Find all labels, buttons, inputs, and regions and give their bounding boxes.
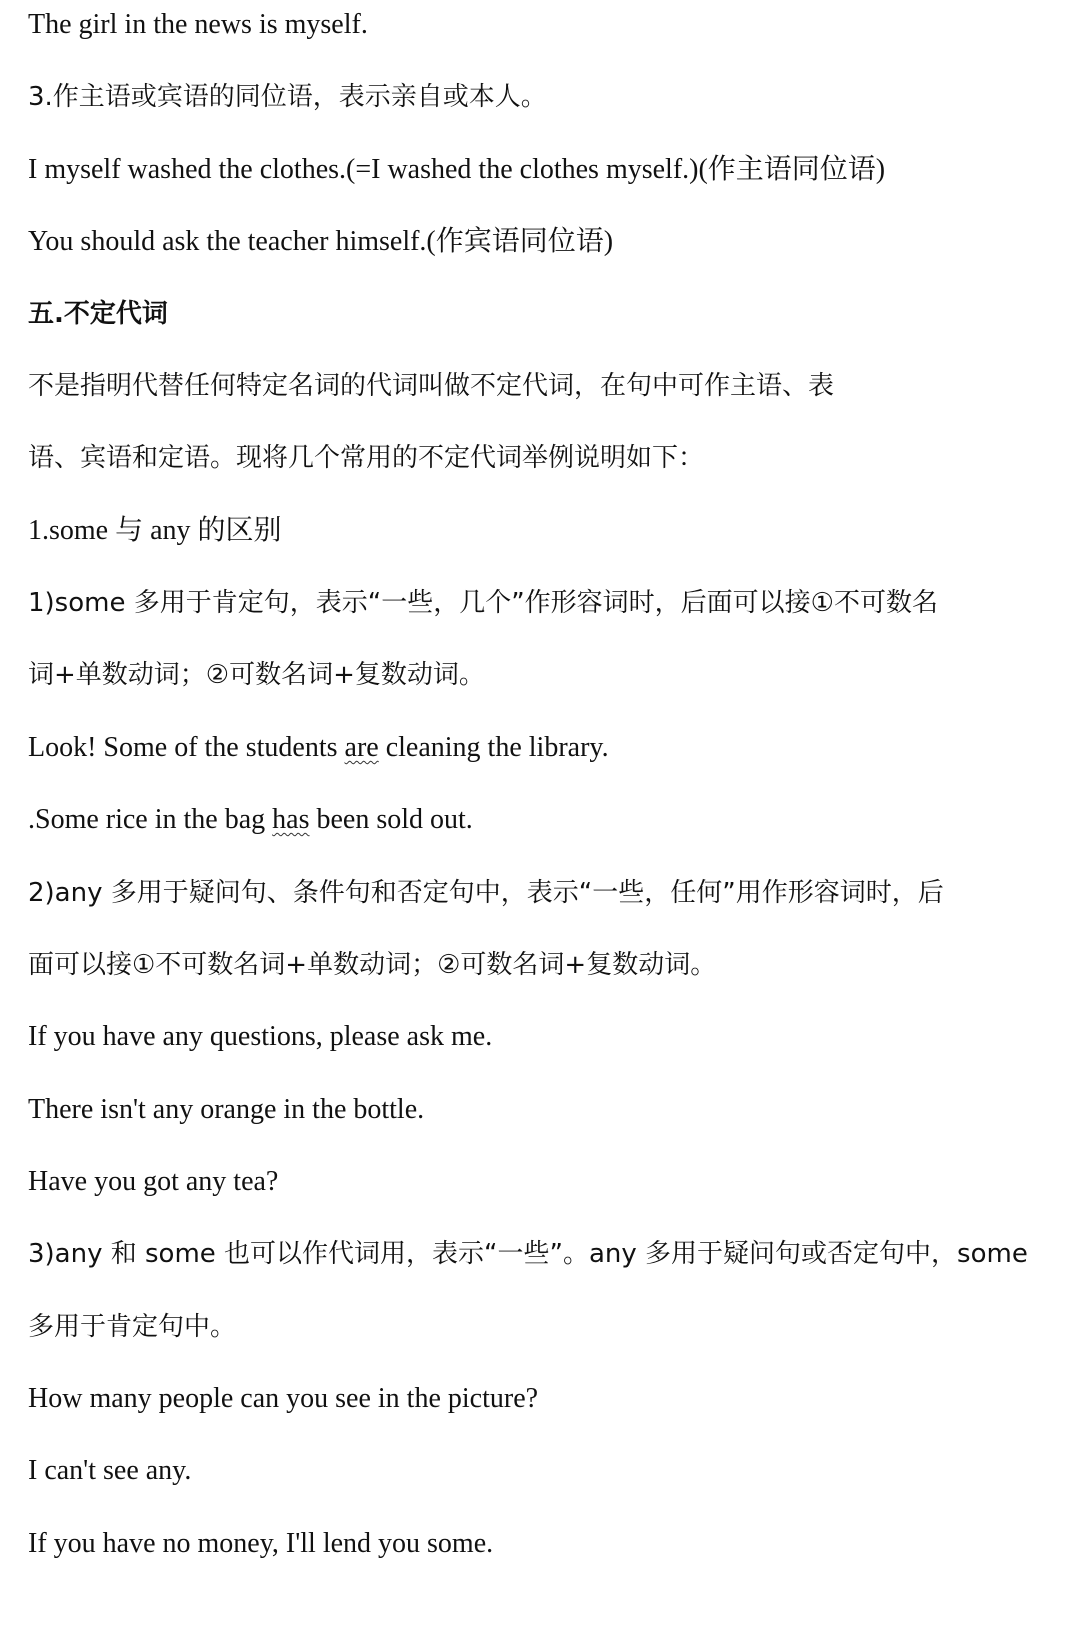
section-heading: 五.不定代词	[28, 299, 168, 329]
example-sentence: If you have any questions, please ask me.	[28, 1021, 493, 1052]
sentence-part: cleaning the library.	[378, 732, 609, 763]
underlined-verb: are	[344, 732, 379, 763]
paragraph-line: 不是指明代替任何特定名词的代词叫做不定代词，在句中可作主语、表	[28, 371, 835, 401]
rule-line: 面可以接①不可数名词+单数动词；②可数名词+复数动词。	[28, 950, 717, 980]
example-sentence: How many people can you see in the picture?	[28, 1383, 539, 1414]
rule-line: 2)any 多用于疑问句、条件句和否定句中，表示“一些，任何”用作形容词时，后	[28, 878, 944, 908]
example-sentence: You should ask the teacher himself.(作宾语同位语)	[28, 226, 614, 257]
rule-line: 多用于肯定句中。	[28, 1312, 237, 1342]
subsection-heading: 1.some 与 any 的区别	[28, 515, 282, 546]
underlined-verb: has	[272, 804, 310, 835]
rule-line: 词+单数动词；②可数名词+复数动词。	[28, 660, 485, 690]
rule-line: 3)any 和 some 也可以作代词用，表示“一些”。any 多用于疑问句或否定句中，some	[28, 1239, 1028, 1269]
example-sentence	[28, 731, 1060, 765]
rule-heading: 3.作主语或宾语的同位语，表示亲自或本人。	[28, 82, 547, 112]
example-sentence: I can't see any.	[28, 1455, 192, 1486]
example-sentence: If you have no money, I'll lend you some.	[28, 1528, 494, 1559]
sentence-part: .Some rice in the bag	[28, 804, 273, 835]
example-sentence: There isn't any orange in the bottle.	[28, 1094, 425, 1125]
example-sentence: The girl in the news is myself.	[28, 9, 368, 40]
example-sentence: Have you got any tea?	[28, 1166, 279, 1197]
example-sentence: I myself washed the clothes.(=I washed the clothes myself.)(作主语同位语)	[28, 154, 886, 185]
sentence-part: been sold out.	[309, 804, 473, 835]
example-sentence	[28, 803, 1060, 837]
sentence-part: Look! Some of the students	[28, 732, 345, 763]
paragraph-line: 语、宾语和定语。现将几个常用的不定代词举例说明如下：	[28, 443, 705, 473]
rule-line: 1)some 多用于肯定句，表示“一些，几个”作形容词时，后面可以接①不可数名	[28, 588, 938, 618]
